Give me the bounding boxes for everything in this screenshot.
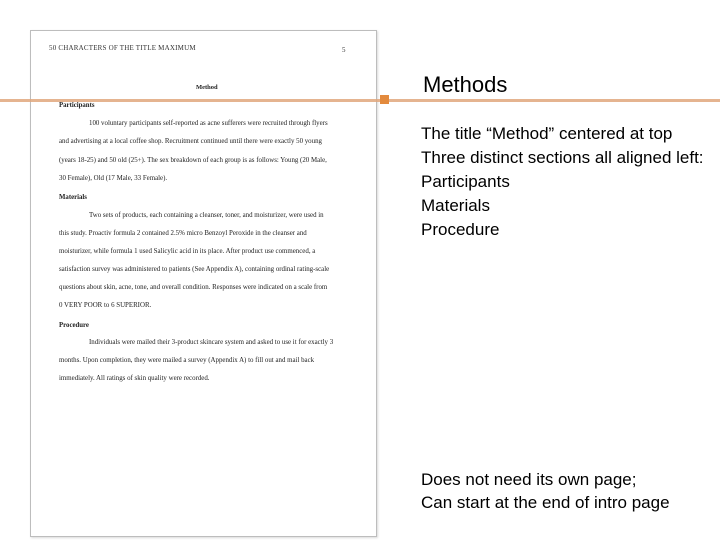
note-line: Can start at the end of intro page: [421, 493, 670, 512]
materials-line: this study. Proactiv formula 2 contained 2.5% micro Benzoyl Peroxide in the cleanser and: [59, 230, 307, 237]
bullet-item: The title “Method” centered at top: [421, 124, 673, 143]
procedure-heading: Procedure: [59, 322, 89, 329]
accent-square: [380, 95, 389, 104]
participants-line: (years 18-25) and 50 old (25+). The sex breakdown of each group is as follows: Young (20 Male,: [59, 157, 327, 164]
participants-heading: Participants: [59, 102, 95, 109]
bullet-item: Materials: [421, 196, 490, 215]
slide-note: [421, 468, 670, 514]
bullet-item: Procedure: [421, 220, 500, 239]
paper-section-title: Method: [196, 84, 218, 91]
bullet-item: Three distinct sections all aligned left:: [421, 148, 704, 167]
page-number: 5: [342, 46, 346, 54]
materials-line: 0 VERY POOR to 6 SUPERIOR.: [59, 302, 152, 309]
procedure-line: Individuals were mailed their 3-product skincare system and asked to use it for exactly 3: [89, 339, 334, 346]
note-line: Does not need its own page;: [421, 470, 637, 489]
materials-line: questions about skin, acne, tone, and overall condition. Responses were indicated on a scale from: [59, 284, 328, 291]
materials-line: satisfaction survey was administered to patients (See Appendix A), containing ordinal rating-scale: [59, 266, 330, 273]
participants-line: 30 Female), Old (17 Male, 33 Female).: [59, 175, 168, 182]
procedure-line: months. Upon completion, they were mailed a survey (Appendix A) to fill out and mail back: [59, 357, 315, 364]
materials-heading: Materials: [59, 194, 87, 201]
participants-line: 100 voluntary participants self-reported as acne sufferers were recruited through flyers: [89, 120, 328, 127]
accent-divider: [0, 99, 720, 102]
paper-thumbnail: [30, 30, 377, 537]
running-head: 50 CHARACTERS OF THE TITLE MAXIMUM: [49, 44, 196, 52]
materials-line: moisturizer, while formula 1 used Salicylic acid in its place. After product use commenced, a: [59, 248, 316, 255]
participants-line: and advertising at a local coffee shop. Recruitment continued until there were exactly 50 young: [59, 138, 322, 145]
procedure-line: immediately. All ratings of skin quality were recorded.: [59, 375, 210, 382]
bullet-item: Participants: [421, 172, 510, 191]
slide-title: Methods: [423, 72, 508, 97]
materials-line: Two sets of products, each containing a cleanser, toner, and moisturizer, were used in: [89, 212, 324, 219]
slide-bullet-list: [421, 122, 704, 242]
